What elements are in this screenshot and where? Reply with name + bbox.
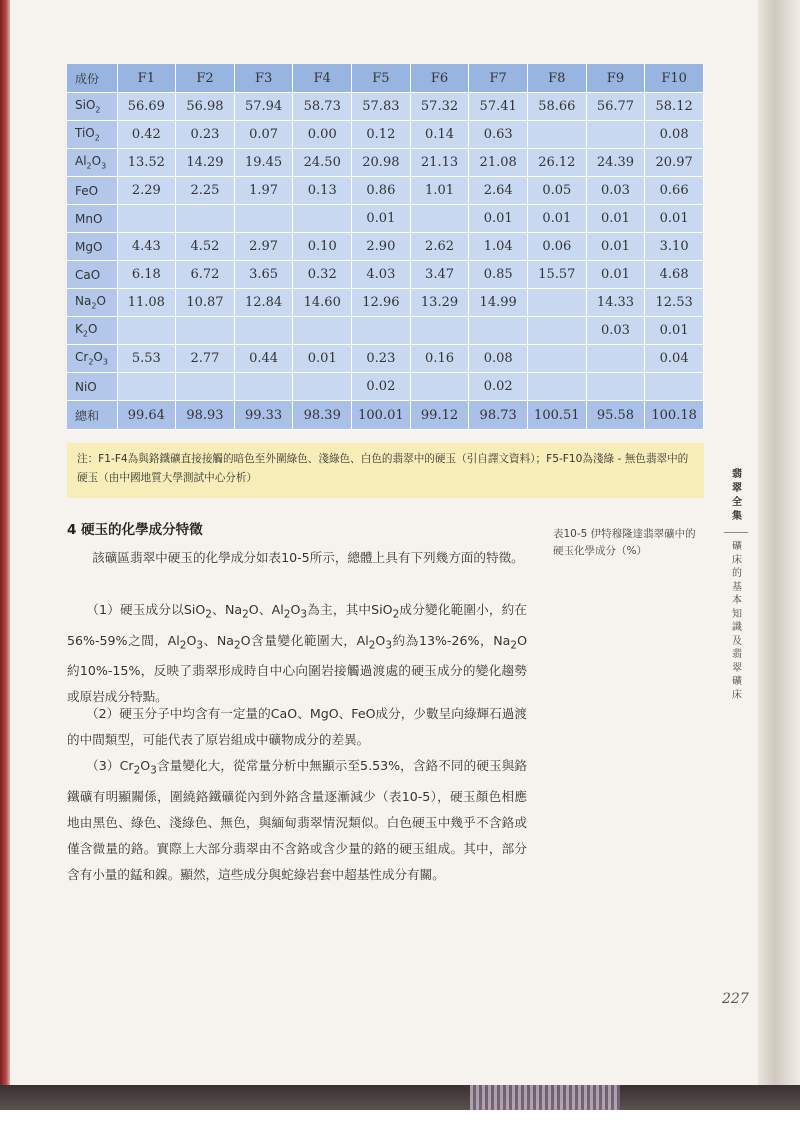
table-cell: 2.62	[410, 233, 469, 261]
table-row	[67, 345, 704, 373]
table-cell: 0.42	[117, 121, 176, 149]
table-cell: 21.13	[410, 149, 469, 177]
column-header-sample: F1	[117, 64, 176, 93]
table-cell: 0.01	[586, 205, 645, 233]
table-cell: 98.39	[293, 401, 352, 430]
table-cell: 56.77	[586, 93, 645, 121]
table-cell	[527, 373, 586, 401]
table-cell	[645, 373, 704, 401]
table-row	[67, 121, 704, 149]
column-header-component: 成份	[67, 64, 117, 93]
table-cell: 0.05	[527, 177, 586, 205]
table-cell: 3.65	[234, 261, 293, 289]
table-cell: 57.41	[469, 93, 528, 121]
section-heading: 4 硬玉的化學成分特徵	[67, 522, 203, 538]
table-cell	[234, 205, 293, 233]
column-header-sample: F4	[293, 64, 352, 93]
table-cell: 13.52	[117, 149, 176, 177]
table-row	[67, 401, 704, 430]
book-binding-edge	[0, 0, 10, 1085]
table-row	[67, 177, 704, 205]
table-row	[67, 233, 704, 261]
table-cell	[176, 205, 235, 233]
table-cell: 100.01	[352, 401, 411, 430]
row-label: TiO$_2$	[67, 121, 117, 149]
row-label: MgO	[67, 233, 117, 261]
table-cell: 0.63	[469, 121, 528, 149]
table-cell	[176, 317, 235, 345]
table-footnote: 注：F1-F4為與鉻鐵礦直接接觸的暗色至外圍綠色、淺綠色、白色的翡翠中的硬玉（引自譯文資料）；F5-F10為淺綠 - 無色翡翠中的硬玉（由中國地質大學測試中心分析）	[67, 443, 704, 498]
table-cell: 58.12	[645, 93, 704, 121]
table-cell: 2.90	[352, 233, 411, 261]
table-cell: 99.64	[117, 401, 176, 430]
body-paragraph: $(3)Cr_2O_3$含量變化大，從常量分析中無顯示至5.53%，含鉻不同的硬玉與鉻鐵礦有明顯關係，圍繞鉻鐵礦從內到外鉻含量逐漸減少（表10-5），硬玉顏色相應地由黑色、綠色、淺綠色、無色，與緬甸翡翠情況類似。白色硬玉中幾乎不含鉻或僅含微量的鉻。實際上大部分翡翠由不含鉻或含少量的鉻的硬玉組成。其中，部分含有小量的錳和鎳。顯然，這些成分與蛇綠岩套中超基性成分有關。	[67, 758, 527, 882]
table-cell	[586, 121, 645, 149]
table-cell: 58.66	[527, 93, 586, 121]
table-cell: 14.99	[469, 289, 528, 317]
table-cell: 15.57	[527, 261, 586, 289]
table-cell: 0.32	[293, 261, 352, 289]
table-cell: 0.04	[645, 345, 704, 373]
table-cell: 14.29	[176, 149, 235, 177]
column-header-sample: F10	[645, 64, 704, 93]
table-cell: 3.47	[410, 261, 469, 289]
table-row	[67, 261, 704, 289]
table-cell: 0.01	[527, 205, 586, 233]
table-cell: 1.04	[469, 233, 528, 261]
table-cell: 57.94	[234, 93, 293, 121]
table-cell: 0.06	[527, 233, 586, 261]
table-cell: 2.25	[176, 177, 235, 205]
table-cell: 0.01	[645, 317, 704, 345]
table-cell: 0.03	[586, 317, 645, 345]
table-cell: 0.16	[410, 345, 469, 373]
row-label: $Al_2O_3$	[67, 149, 117, 177]
running-chapter-title: 礦床的基本知識及翡翠礦床	[732, 541, 742, 701]
row-label: FeO	[67, 177, 117, 205]
table-cell	[410, 205, 469, 233]
table-row	[67, 93, 704, 121]
table-cell: 0.03	[586, 177, 645, 205]
table-cell: 0.01	[352, 205, 411, 233]
table-header-row	[67, 64, 704, 93]
table-cell	[527, 317, 586, 345]
table-cell: 0.10	[293, 233, 352, 261]
table-cell: 0.14	[410, 121, 469, 149]
table-cell: 99.33	[234, 401, 293, 430]
table-cell: 57.83	[352, 93, 411, 121]
table-row	[67, 205, 704, 233]
table-cell	[234, 373, 293, 401]
table-cell: 14.60	[293, 289, 352, 317]
table-cell: 6.18	[117, 261, 176, 289]
table-cell	[117, 317, 176, 345]
table-cell: 4.52	[176, 233, 235, 261]
table-cell: 56.69	[117, 93, 176, 121]
table-cell: 3.10	[645, 233, 704, 261]
row-label: $K_2O$	[67, 317, 117, 345]
table-cell: 0.85	[469, 261, 528, 289]
table-cell	[527, 345, 586, 373]
column-header-sample: F9	[586, 64, 645, 93]
page-stack-edge	[758, 0, 800, 1085]
table-cell	[176, 373, 235, 401]
column-header-sample: F2	[176, 64, 235, 93]
table-cell	[293, 317, 352, 345]
table-cell: 95.58	[586, 401, 645, 430]
table-cell: 1.01	[410, 177, 469, 205]
table-cell	[527, 289, 586, 317]
table-cell: 56.98	[176, 93, 235, 121]
table-cell: 2.29	[117, 177, 176, 205]
table-cell	[527, 121, 586, 149]
running-header-divider	[724, 532, 748, 533]
table-cell: 26.12	[527, 149, 586, 177]
table-cell: 4.43	[117, 233, 176, 261]
column-header-sample: F6	[410, 64, 469, 93]
table-cell	[293, 205, 352, 233]
table-cell: 10.87	[176, 289, 235, 317]
row-label: MnO	[67, 205, 117, 233]
table-cell: 0.02	[352, 373, 411, 401]
row-label: NiO	[67, 373, 117, 401]
table-cell: 0.08	[469, 345, 528, 373]
table-cell: 57.32	[410, 93, 469, 121]
running-book-title: 翡翠全集	[732, 469, 742, 522]
row-label: CaO	[67, 261, 117, 289]
row-label: $Na_2O$	[67, 289, 117, 317]
table-row	[67, 317, 704, 345]
table-cell: 4.03	[352, 261, 411, 289]
composition-table	[67, 64, 704, 430]
table-cell: 0.01	[586, 261, 645, 289]
table-cell	[117, 373, 176, 401]
table-cell: 100.51	[527, 401, 586, 430]
table-cell: 20.98	[352, 149, 411, 177]
table-cell: 24.50	[293, 149, 352, 177]
table-cell	[586, 345, 645, 373]
table-cell: 13.29	[410, 289, 469, 317]
table-row	[67, 289, 704, 317]
table-cell	[469, 317, 528, 345]
table-cell: 11.08	[117, 289, 176, 317]
table-cell: 12.96	[352, 289, 411, 317]
table-row	[67, 373, 704, 401]
table-cell: 2.97	[234, 233, 293, 261]
column-header-sample: F5	[352, 64, 411, 93]
table-cell: 0.07	[234, 121, 293, 149]
table-cell: 0.12	[352, 121, 411, 149]
table-cell	[293, 373, 352, 401]
table-cell: 0.01	[586, 233, 645, 261]
table-cell: 0.01	[293, 345, 352, 373]
body-paragraph: （1）硬玉成分以SiO$_2$、$Na_2O$、$Al_2O_3$為主，其中SiO$_2$成分變化範圍小，約在56%-59%之間，$Al_2O_3$、$Na_2O$含量變化範圍大，$Al_2O_3$約為13%-26%，$Na_2O$約10%-15%，反映了翡翠形成時自中心向圍岩接觸過渡處的硬玉成分的變化趨勢或原岩成分特點。	[67, 602, 528, 705]
table-cell: 2.64	[469, 177, 528, 205]
table-cell	[410, 373, 469, 401]
table-cell: 0.23	[352, 345, 411, 373]
table-cell	[117, 205, 176, 233]
table-cell: 14.33	[586, 289, 645, 317]
table-cell: 98.73	[469, 401, 528, 430]
table-cell: 0.08	[645, 121, 704, 149]
table-cell: 0.86	[352, 177, 411, 205]
table-cell: 21.08	[469, 149, 528, 177]
table-cell: 1.97	[234, 177, 293, 205]
table-cell: 19.45	[234, 149, 293, 177]
table-cell	[352, 317, 411, 345]
table-cell: 5.53	[117, 345, 176, 373]
table-cell: 0.13	[293, 177, 352, 205]
page-number: 227	[722, 991, 749, 1007]
table-cell	[586, 373, 645, 401]
row-label: 總和	[67, 401, 117, 430]
table-cell: 58.73	[293, 93, 352, 121]
table-cell	[410, 317, 469, 345]
table-row	[67, 149, 704, 177]
scan-bottom-shadow	[0, 1085, 800, 1110]
table-cell: 98.93	[176, 401, 235, 430]
table-cell: 12.53	[645, 289, 704, 317]
column-header-sample: F3	[234, 64, 293, 93]
table-cell: 99.12	[410, 401, 469, 430]
body-paragraph: 該礦區翡翠中硬玉的化學成分如表10-5所示，總體上具有下列幾方面的特徵。	[67, 550, 524, 565]
table-cell: 0.66	[645, 177, 704, 205]
table-caption: 表10-5 伊特穆隆達翡翠礦中的硬玉化學成分（%）	[553, 528, 696, 557]
table-cell: 24.39	[586, 149, 645, 177]
table-cell: 0.01	[645, 205, 704, 233]
table-cell: 0.02	[469, 373, 528, 401]
table-cell: 6.72	[176, 261, 235, 289]
table-cell: 2.77	[176, 345, 235, 373]
table-cell: 20.97	[645, 149, 704, 177]
table-cell: 0.01	[469, 205, 528, 233]
row-label: $Cr_2O_3$	[67, 345, 117, 373]
table-cell: 12.84	[234, 289, 293, 317]
row-label: SiO$_2$	[67, 93, 117, 121]
table-cell: 0.23	[176, 121, 235, 149]
column-header-sample: F8	[527, 64, 586, 93]
table-cell: 0.44	[234, 345, 293, 373]
column-header-sample: F7	[469, 64, 528, 93]
table-cell: 0.00	[293, 121, 352, 149]
table-cell: 4.68	[645, 261, 704, 289]
table-cell	[234, 317, 293, 345]
body-paragraph: （2）硬玉分子中均含有一定量的CaO、MgO、FeO成分，少數呈向綠輝石過渡的中間類型，可能代表了原岩組成中礦物成分的差異。	[67, 706, 527, 747]
table-cell: 100.18	[645, 401, 704, 430]
